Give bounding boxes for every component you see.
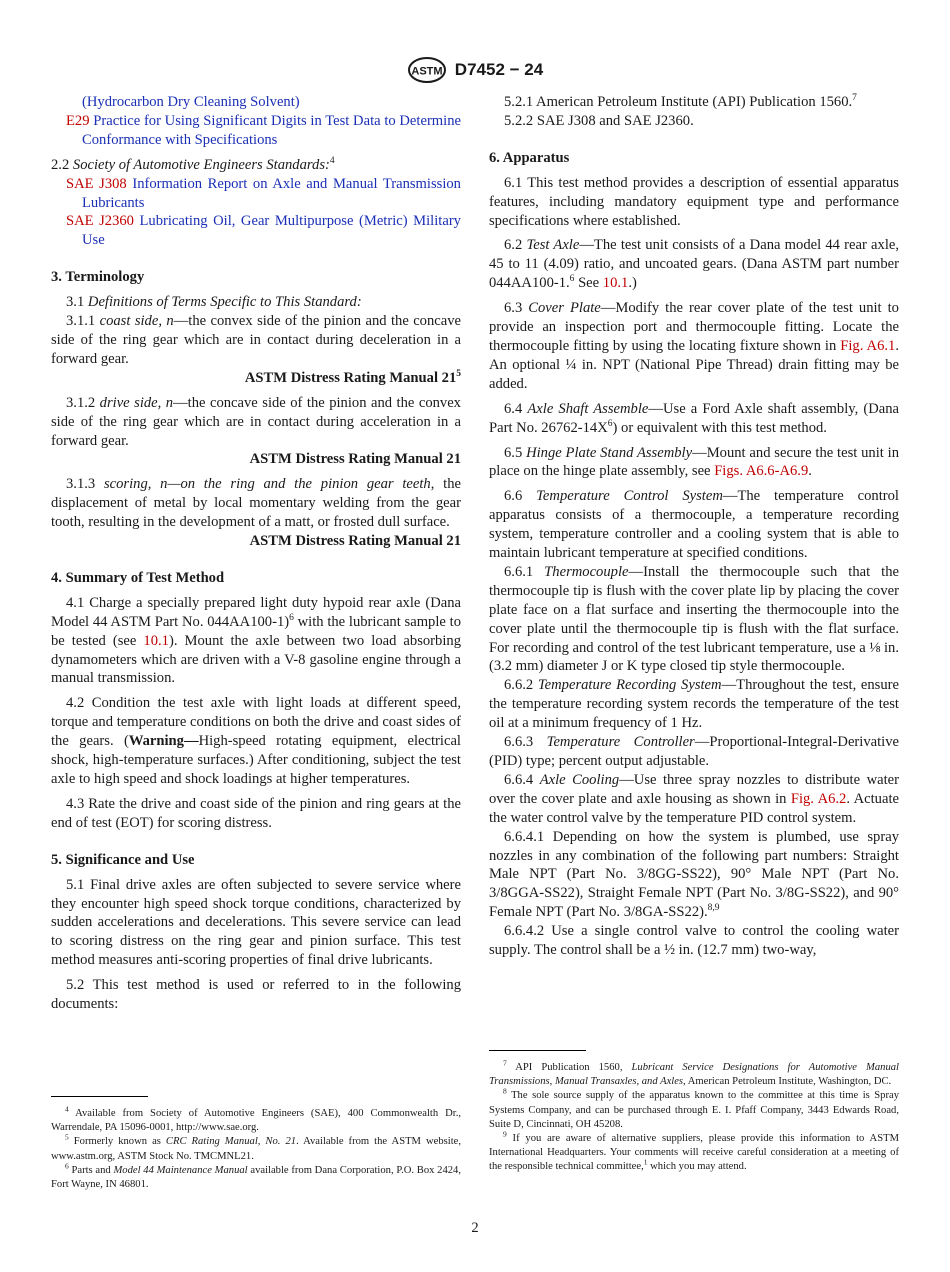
document-id: D7452 − 24 xyxy=(454,60,544,79)
right-footnotes xyxy=(489,1050,899,1175)
section-3-1-2: 3.1.2 drive side, n—the concave side of the pinion and the convex side of the ring gear which are in contact during acceleration in a forward gear. xyxy=(51,394,461,449)
section-4-title: 4. Summary of Test Method xyxy=(51,569,225,586)
section-4-1: 4.1 Charge a specially prepared light duty hypoid rear axle (Dana Model 44 ASTM Part No. 044AA100-1)$^6$ with the lubricant sample to be tested (see 10.1). Mount the axle between two load absorbing dynamometers which are driven with a V-8 gasoline engine through a manual transmission. xyxy=(51,594,461,687)
left-column xyxy=(51,93,461,1014)
section-3-1-1: 3.1.1 coast side, n—the convex side of the pinion and the concave side of the ring gear which are in contact during deceleration in a forward gear. xyxy=(51,313,461,367)
footnote-4: $^4$ Available from Society of Automotive Engineers (SAE), 400 Commonwealth Dr., Warrendale, PA 15096-0001, http://www.sae.org. xyxy=(51,1104,461,1134)
footnote-5: $^5$ Formerly known as CRC Rating Manual, No. 21. Available from the ASTM website, www.astm.org, ASTM Stock No. TMCMNL21. xyxy=(51,1132,462,1162)
ref-j308-code[interactable]: SAE J308 xyxy=(66,175,127,192)
section-6-6-3: 6.6.3 Temperature Controller—Proportional-Integral-Derivative (PID) type; percent output adjustable. xyxy=(489,734,899,769)
source-citation-1: ASTM Distress Rating Manual $21^5$ xyxy=(244,368,461,386)
page-number: 2 xyxy=(471,1220,479,1236)
right-column xyxy=(489,93,899,960)
section-6-2: 6.2 Test Axle—The test unit consists of a Dana model 44 rear axle, 45 to 11 (4.09) ratio, and uncoated gears. (Dana ASTM part number 044AA100-1.$^6$ See 10.1.) xyxy=(489,237,899,292)
section-3-1: 3.1 Definitions of Terms Specific to This Standard: xyxy=(66,294,362,311)
section-6-6-1: 6.6.1 Thermocouple—Install the thermocouple such that the thermocouple tip is flush with the cover plate lip by placing the cover plate face on a flat surface and inserting the thermocouple into the cover plate until the thermocouple tip is flush with the flat surface. For recording and control of the test lubricant temperature, use a ⅛ in. (3.2 mm) diameter J or K type closed tip style thermocouple. xyxy=(489,563,899,675)
link-10-1-b[interactable]: 10.1 xyxy=(602,275,629,292)
section-5-title: 5. Significance and Use xyxy=(51,851,195,868)
ref-sae-j308 xyxy=(51,175,461,213)
section-3-title: 3. Terminology xyxy=(51,269,145,286)
section-6-6-4-2: 6.6.4.2 Use a single control valve to control the cooling water supply. The control shall be a ½ in. (12.7 mm) two-way, xyxy=(489,923,899,959)
page-header xyxy=(0,56,950,84)
section-5-1: 5.1 Final drive axles are often subjected to severe service where they encounter high speed shock torque conditions, characterized by sudden accelerations and decelerations. This severe service can lead to scoring distress on the ring gear and pinion surface. This test method measures anti-scoring properties of final drive lubricants. xyxy=(51,876,461,969)
section-6-6: 6.6 Temperature Control System—The temperature control apparatus consists of a thermocouple, a temperature recording system, temperature controller and a cooling system that is able to maintain lubricant temperature at specified conditions. xyxy=(489,488,899,562)
ref-sae-j2360 xyxy=(51,212,461,250)
section-4-2: 4.2 Condition the test axle with light loads at different speed, torque and temperature conditions on both the drive and coast sides of the gears. (Warning—High-speed rotating equipment, electrical shock, high-temperature surfaces.) After conditioning, subject the test axle to high speed and shock loadings at higher temperatures. xyxy=(51,695,461,787)
ref-j2360-title[interactable]: Lubricating Oil, Gear Multipurpose (Metric) Military Use xyxy=(82,213,461,249)
ref-j308-title[interactable]: Information Report on Axle and Manual Transmission Lubricants xyxy=(82,175,461,211)
section-6-title: 6. Apparatus xyxy=(489,149,570,166)
section-6-6-2: 6.6.2 Temperature Recording System—Throughout the test, ensure the temperature recording system records the temperature of the test oil at a minimum frequency of 1 Hz. xyxy=(489,677,899,732)
ref-continuation: (Hydrocarbon Dry Cleaning Solvent) xyxy=(82,94,300,110)
footnote-7: $^7$ API Publication 1560, Lubricant Service Designations for Automotive Manual Transmissions, Manual Transaxles, and Axles, American Petroleum Institute, Washington, DC. xyxy=(489,1058,899,1088)
section-5-2-1: 5.2.1 American Petroleum Institute (API) Publication 1560.$^7$ xyxy=(504,93,857,110)
section-6-6-4-1: 6.6.4.1 Depending on how the system is plumbed, use spray nozzles in any combination of the following part numbers: Straight Male NPT (Part No. 3/8GG-SS22), 90° Male NPT (Part No. 3/8GGA-SS22), Straight Female NPT (Part No. 3/8G-SS22), and 90° Female NPT (Part No. 3/8GA-SS22).$^{8,9}$ xyxy=(489,828,899,921)
ref-e29-title[interactable]: Practice for Using Significant Digits in Test Data to Determine Conformance with Specifications xyxy=(82,112,461,148)
section-6-3: 6.3 Cover Plate—Modify the rear cover plate of the test unit to provide an inspection port and thermocouple fitting. Locate the thermocouple fitting by using the locating fixture shown in Fig. A6.1. An optional ¼ in. NPT (National Pipe Thread) drain fitting may be added. xyxy=(489,300,899,392)
sae-heading: 2.2 Society of Automotive Engineers Standards:$^4$ xyxy=(51,155,335,173)
ref-e29 xyxy=(51,112,461,150)
footnote-8: $^8$ The sole source supply of the apparatus known to the committee at this time is Spray Systems Company, and can be purchased through E. I. Pfaff Company, 3443 Edwards Road, Suite D, Cincinnati, OH 45208. xyxy=(489,1086,899,1130)
section-4-3: 4.3 Rate the drive and coast side of the pinion and ring gears at the end of test (EOT) for scoring distress. xyxy=(51,795,461,831)
ref-j2360-code[interactable]: SAE J2360 xyxy=(66,213,134,230)
svg-text:ASTM: ASTM xyxy=(411,65,443,78)
ref-e29-code[interactable]: E29 xyxy=(66,112,90,129)
section-6-4: 6.4 Axle Shaft Assemble—Use a Ford Axle shaft assembly, (Dana Part No. $26762-14X^6$) or equivalent with this test method. xyxy=(489,400,900,436)
footnote-9: $^9$ If you are aware of alternative suppliers, please provide this information to ASTM International Headquarters. Your comments will receive careful consideration at a meeting of the responsible technical committee,$^1$ which you may attend. xyxy=(489,1129,899,1173)
section-3-1-3: 3.1.3 scoring, n—on the ring and the pinion gear teeth, the displacement of metal by local momentary welding from the gear tooth, resulting in the development of a matt, or frosted dull surface. xyxy=(51,476,461,531)
link-figs-a6-6-a6-9[interactable]: Figs. A6.6-A6.9 xyxy=(714,463,809,480)
section-6-6-4: 6.6.4 Axle Cooling—Use three spray nozzles to distribute water over the cover plate and axle housing as shown in Fig. A6.2. Actuate the water control valve by the temperature PID control system. xyxy=(489,771,899,826)
link-fig-a6-2[interactable]: Fig. A6.2 xyxy=(790,790,847,807)
section-6-1: 6.1 This test method provides a description of essential apparatus features, including mandatory equipment type and performance specifications where established. xyxy=(489,174,899,229)
link-10-1[interactable]: 10.1 xyxy=(143,632,169,649)
section-5-2-2: 5.2.2 SAE J308 and SAE J2360. xyxy=(504,112,694,129)
left-footnotes xyxy=(51,1096,461,1192)
source-citation-3: ASTM Distress Rating Manual 21 xyxy=(249,533,461,550)
astm-logo xyxy=(407,56,447,84)
section-6-5: 6.5 Hinge Plate Stand Assembly—Mount and secure the test unit in place on the hinge plate assembly, see Figs. A6.6-A6.9. xyxy=(489,444,899,480)
link-fig-a6-1[interactable]: Fig. A6.1 xyxy=(840,337,896,354)
source-citation-2: ASTM Distress Rating Manual 21 xyxy=(249,451,461,468)
section-5-2: 5.2 This test method is used or referred to in the following documents: xyxy=(51,977,461,1013)
footnote-6: $^6$ Parts and Model 44 Maintenance Manual available from Dana Corporation, P.O. Box 2424, Fort Wayne, IN 46801. xyxy=(51,1161,461,1191)
